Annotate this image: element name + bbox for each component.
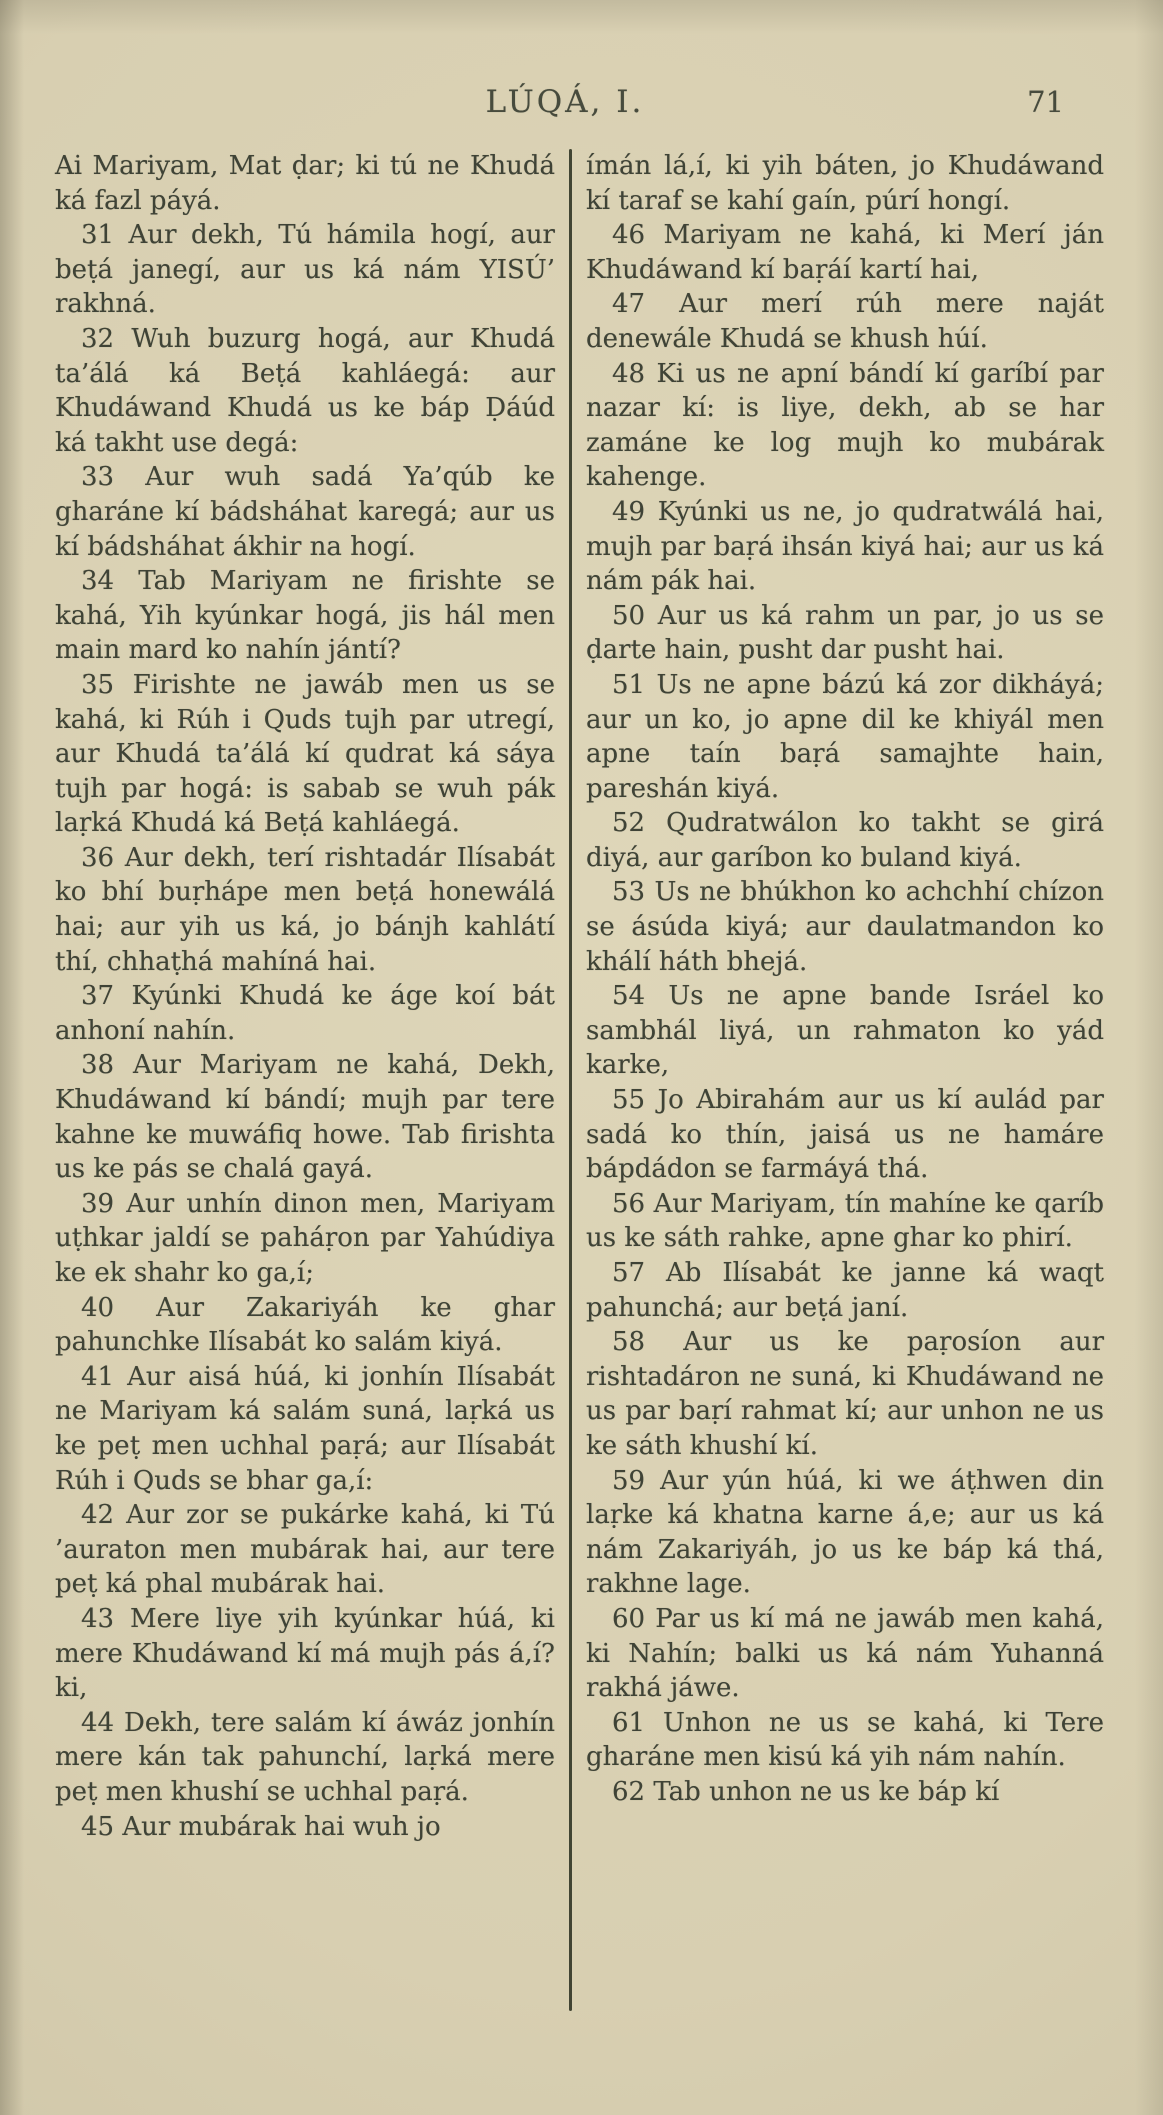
verse-paragraph: 42 Aur zor se pukárke kahá, ki Tú ’auraton men mubárak hai, aur tere peṭ ká phal mubárak hai.: [55, 1500, 555, 1600]
verse-paragraph: 51 Us ne apne bázú ká zor dikháyá; aur un ko, jo apne dil ke khiyál men apne taín baṛá samajhte hain, pareshán kiyá.: [586, 669, 1104, 804]
page-title: LÚQÁ, I.: [485, 84, 645, 120]
page-number: 71: [1027, 85, 1064, 119]
verse-paragraph: 36 Aur dekh, terí rishtadár Ilísabát ko bhí buṛhápe men beṭá honewálá hai; aur yih us ká, jo bánjh kahlátí thí, chhaṭhá mahíná hai.: [55, 842, 555, 977]
verse-paragraph: 58 Aur us ke paṛosíon aur rishtadáron ne suná, ki Khudáwand ne us par baṛí rahmat kí; aur unhon ne us ke sáth khushí kí.: [586, 1327, 1104, 1461]
right-column: [586, 149, 1104, 2011]
verse-paragraph: 62 Tab unhon ne us ke báp kí: [612, 1776, 1000, 1807]
verse-paragraph: 37 Kyúnki Khudá ke áge koí bát anhoní nahín.: [55, 981, 555, 1046]
verse-paragraph: 32 Wuh buzurg hogá, aur Khudá ta’álá ká Beṭá kahláegá: aur Khudáwand Khudá us ke báp Ḍáúd ká takht use degá:: [55, 323, 555, 458]
continuation-paragraph: Ai Mariyam, Mat ḍar; ki tú ne Khudá ká fazl páyá.: [55, 151, 555, 216]
continuation-paragraph: ímán lá,í, ki yih báten, jo Khudáwand kí taraf se kahí gaín, púrí hongí.: [586, 151, 1104, 216]
verse-paragraph: 38 Aur Mariyam ne kahá, Dekh, Khudáwand kí bándí; mujh par tere kahne ke muwáfiq howe. Tab firishta us ke pás se chalá gayá.: [55, 1050, 555, 1185]
verse-paragraph: 47 Aur merí rúh mere naját denewále Khudá se khush húí.: [586, 289, 1104, 354]
verse-paragraph: 39 Aur unhín dinon men, Mariyam uṭhkar jaldí se paháṛon par Yahúdiya ke ek shahr ko ga,í;: [55, 1188, 555, 1288]
running-head: [0, 84, 1163, 128]
verse-paragraph: 48 Ki us ne apní bándí kí garíbí par nazar kí: is liye, dekh, ab se har zamáne ke log mujh ko mubárak kahenge.: [586, 358, 1104, 493]
verse-paragraph: 54 Us ne apne bande Isráel ko sambhál liyá, un rahmaton ko yád karke,: [586, 981, 1104, 1081]
verse-paragraph: 52 Qudratwálon ko takht se girá diyá, aur garíbon ko buland kiyá.: [586, 808, 1104, 873]
verse-paragraph: 60 Par us kí má ne jawáb men kahá, ki Nahín; balki us ká nám Yuhanná rakhá jáwe.: [586, 1603, 1104, 1704]
verse-paragraph: 31 Aur dekh, Tú hámila hogí, aur beṭá janegí, aur us ká nám YISÚ’ rakhná.: [55, 220, 555, 320]
verse-paragraph: 55 Jo Abirahám aur us kí aulád par sadá ko thín, jaisá us ne hamáre bápdádon se farmáyá thá.: [586, 1085, 1104, 1185]
verse-paragraph: 34 Tab Mariyam ne firishte se kahá, Yih kyúnkar hogá, jis hál men main mard ko nahín jántí?: [55, 566, 555, 666]
verse-paragraph: 35 Firishte ne jawáb men us se kahá, ki Rúh i Quds tujh par utregí, aur Khudá ta’álá kí qudrat ká sáya tujh par hogá: is sabab se wuh pák laṛká Khudá ká Beṭá kahláegá.: [55, 669, 555, 839]
verse-paragraph: 43 Mere liye yih kyúnkar húá, ki mere Khudáwand kí má mujh pás á,í? ki,: [55, 1603, 555, 1704]
verse-paragraph: 53 Us ne bhúkhon ko achchhí chízon se ásúda kiyá; aur daulatmandon ko khálí háth bhejá.: [586, 877, 1104, 977]
verse-paragraph: 44 Dekh, tere salám kí áwáz jonhín mere kán tak pahunchí, laṛká mere peṭ men khushí se uchhal paṛá.: [55, 1707, 555, 1807]
verse-paragraph: 61 Unhon ne us se kahá, ki Tere gharáne men kisú ká yih nám nahín.: [586, 1707, 1104, 1773]
verse-paragraph: 40 Aur Zakariyáh ke ghar pahunchke Ilísabát ko salám kiyá.: [55, 1292, 555, 1358]
verse-paragraph: 45 Aur mubárak hai wuh jo: [81, 1811, 441, 1842]
verse-paragraph: 57 Ab Ilísabát ke janne ká waqt pahunchá; aur beṭá janí.: [586, 1258, 1104, 1323]
verse-paragraph: 49 Kyúnki us ne, jo qudratwálá hai, mujh par baṛá ihsán kiyá hai; aur us ká nám pák hai.: [586, 496, 1104, 597]
verse-paragraph: 50 Aur us ká rahm un par, jo us se ḍarte hain, pusht dar pusht hai.: [586, 600, 1104, 666]
verse-paragraph: 33 Aur wuh sadá Ya’qúb ke gharáne kí bádsháhat karegá; aur us kí bádsháhat ákhir na hogí.: [55, 462, 555, 562]
text-block: [55, 149, 1107, 2011]
column-divider-rule: [569, 149, 572, 2011]
verse-paragraph: 59 Aur yún húá, ki we áṭhwen din laṛke ká khatna karne á,e; aur us ká nám Zakariyáh, jo us ke báp ká thá, rakhne lage.: [586, 1465, 1104, 1600]
verse-paragraph: 41 Aur aisá húá, ki jonhín Ilísabát ne Mariyam ká salám suná, laṛká us ke peṭ men uchhal paṛá; aur Ilísabát Rúh i Quds se bhar ga,í:: [55, 1361, 555, 1496]
verse-paragraph: 46 Mariyam ne kahá, ki Merí ján Khudáwand kí baṛáí kartí hai,: [586, 220, 1104, 285]
left-column: [55, 149, 555, 2011]
verse-paragraph: 56 Aur Mariyam, tín mahíne ke qaríb us ke sáth rahke, apne ghar ko phirí.: [586, 1188, 1104, 1254]
